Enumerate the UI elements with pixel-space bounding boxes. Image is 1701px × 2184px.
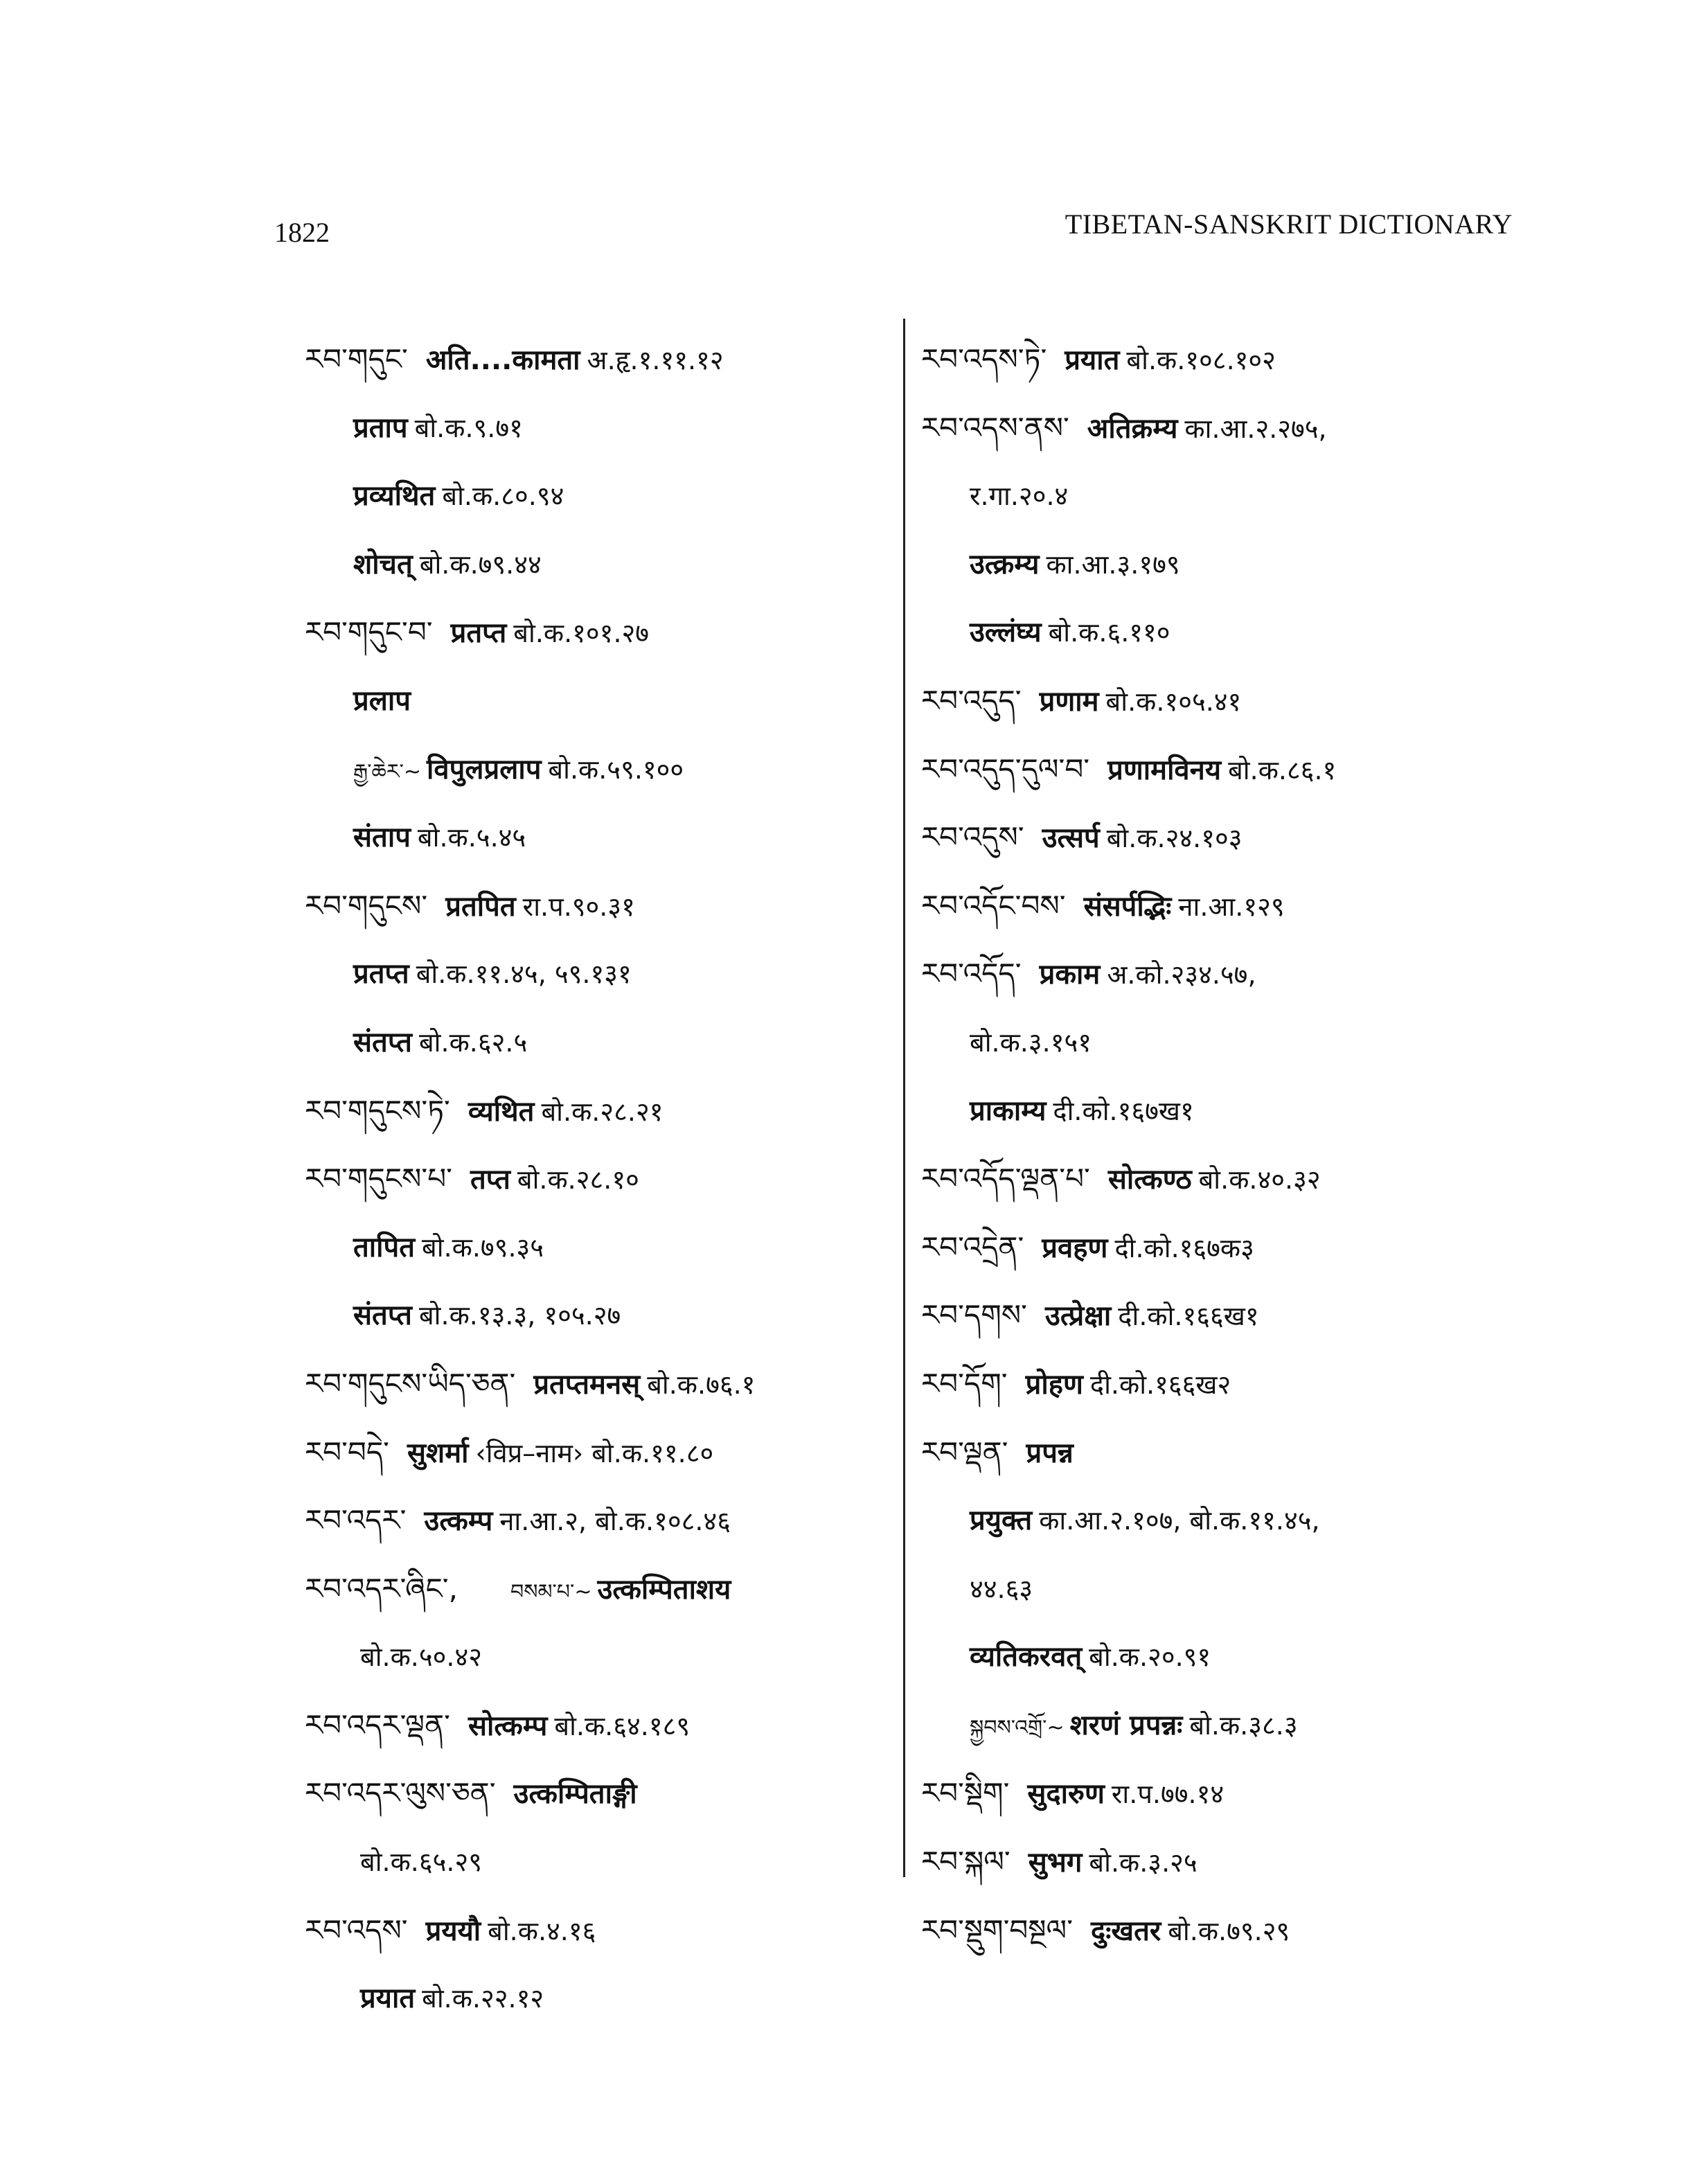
- entry-line: [305, 940, 900, 1009]
- source-reference: बो.क.७९.३५: [422, 1232, 544, 1263]
- tibetan-headword: རབ་འདས་ཏེ་: [921, 342, 1047, 376]
- entry-line: [921, 1486, 1531, 1555]
- source-reference: रा.प.७७.१४: [1111, 1779, 1224, 1810]
- sanskrit-equivalent: प्रतप्त: [450, 617, 507, 650]
- tibetan-headword: རབ་འདུད་དུལ་བ་: [921, 752, 1090, 786]
- sanskrit-equivalent: प्रतपित: [445, 890, 516, 923]
- tibetan-headword: རབ་བདེ་: [305, 1435, 389, 1469]
- source-reference: बो.क.११.४५, ५९.१३१: [416, 959, 632, 990]
- entry-line: [305, 1145, 900, 1214]
- entry-line: [305, 804, 900, 872]
- entry-line: [921, 1828, 1531, 1897]
- tibetan-headword: རབ་འདུད་: [921, 683, 1022, 718]
- sanskrit-equivalent: प्रययौ: [425, 1915, 481, 1947]
- tibetan-compound: རྒྱ་ཆེར་~: [353, 759, 422, 784]
- tibetan-headword: རབ་འདོང་བས་: [921, 888, 1066, 923]
- sanskrit-equivalent: प्रणामविनय: [1107, 754, 1222, 786]
- entry-line: [921, 1281, 1531, 1350]
- tibetan-headword: རབ་གདུངས་པ་: [305, 1162, 452, 1196]
- source-reference: बो.क.२८.१०: [517, 1164, 639, 1196]
- tibetan-headword: རབ་འདར་ཞིང་,: [305, 1571, 458, 1606]
- entry-line: [305, 1759, 900, 1828]
- sanskrit-equivalent: सुभग: [1028, 1847, 1083, 1879]
- sanskrit-equivalent: प्रपन्न: [1026, 1437, 1074, 1469]
- source-reference: र.गा.२०.४: [970, 481, 1069, 512]
- entry-line: [305, 1692, 900, 1760]
- sanskrit-equivalent: सुशर्मा: [407, 1437, 469, 1469]
- source-reference: बो.क.४.१६: [488, 1915, 596, 1946]
- source-reference: बो.क.९.७१: [414, 412, 523, 443]
- source-reference: अ.को.२३४.५७,: [1107, 959, 1256, 991]
- right-column: [921, 326, 1531, 1964]
- tibetan-compound: བསམ་པ་~: [510, 1579, 592, 1604]
- left-column: [305, 326, 900, 2033]
- entry-line: [921, 1077, 1531, 1146]
- source-reference: बो.क.४०.३२: [1198, 1164, 1321, 1196]
- sanskrit-equivalent: प्रलाप: [353, 684, 411, 717]
- entry-line: [921, 667, 1531, 736]
- running-head: TIBETAN-SANSKRIT DICTIONARY: [1065, 208, 1513, 240]
- source-reference: बो.क.७९.२९: [1168, 1915, 1290, 1946]
- sanskrit-equivalent: अति....कामता: [425, 344, 580, 376]
- tibetan-headword: རབ་འདས་ནས་: [921, 410, 1069, 445]
- tibetan-headword: རབ་གདུང་: [305, 342, 408, 376]
- source-reference: बो.क.५९.१००: [548, 754, 684, 785]
- source-reference: बो.क.७६.१: [647, 1369, 756, 1400]
- source-reference: बो.क.३.२५: [1089, 1847, 1197, 1879]
- entry-line: [921, 872, 1531, 941]
- tibetan-compound: སྐྱབས་འགྲོ་~: [970, 1715, 1065, 1740]
- entry-line: [305, 1623, 900, 1692]
- sanskrit-equivalent: व्यथित: [467, 1095, 535, 1128]
- entry-line: [921, 940, 1531, 1009]
- entry-line: [305, 326, 900, 394]
- tibetan-headword: རབ་ལྡན་: [921, 1435, 1008, 1469]
- entry-line: [305, 1419, 900, 1487]
- source-reference: बो.क.१०१.२७: [513, 618, 650, 649]
- entry-line: [305, 1555, 900, 1624]
- sanskrit-equivalent: प्रवहण: [1042, 1232, 1108, 1264]
- entry-line: [305, 1350, 900, 1419]
- sanskrit-equivalent: प्रयात: [1065, 344, 1120, 376]
- entry-line: [305, 1214, 900, 1282]
- sanskrit-equivalent: प्रतप्तमनस्: [533, 1368, 641, 1401]
- source-reference: दी.को.१६६ख१: [1118, 1301, 1259, 1332]
- tibetan-headword: རབ་སྡིག་: [921, 1776, 1010, 1811]
- page-number: 1822: [274, 217, 330, 248]
- tibetan-headword: རབ་འདྲེན་: [921, 1229, 1024, 1264]
- entry-line: [921, 394, 1531, 463]
- source-reference: का.आ.२.१०७, बो.क.११.४५,: [1039, 1505, 1320, 1536]
- source-reference: दी.को.१६७ख१: [1053, 1095, 1194, 1126]
- sanskrit-equivalent: उत्क्रम्य: [970, 548, 1040, 580]
- source-reference: बो.क.६.११०: [1048, 617, 1170, 648]
- tibetan-headword: རབ་དགས་: [921, 1298, 1027, 1333]
- sanskrit-equivalent: सुदारुण: [1027, 1778, 1105, 1811]
- sanskrit-equivalent: प्राकाम्य: [970, 1094, 1047, 1127]
- entry-line: [921, 326, 1531, 394]
- source-reference: बो.क.३८.३: [1189, 1710, 1298, 1741]
- entry-line: [921, 1759, 1531, 1828]
- tibetan-headword: རབ་འདོད་: [921, 957, 1022, 991]
- entry-line: [921, 1555, 1531, 1624]
- source-reference: बो.क.५०.४२: [360, 1642, 483, 1673]
- tibetan-headword: རབ་དོག་: [921, 1366, 1008, 1401]
- entry-line: [305, 1964, 900, 2033]
- sanskrit-equivalent: प्रताप: [353, 411, 408, 444]
- tibetan-headword: རབ་གདུང་བ་: [305, 615, 433, 650]
- sanskrit-equivalent: शरणं प्रपन्नः: [1069, 1709, 1183, 1741]
- sanskrit-equivalent: सोत्कण्ठ: [1107, 1164, 1192, 1196]
- entry-line: [305, 394, 900, 463]
- sanskrit-equivalent: संतप्त: [353, 1026, 412, 1058]
- sanskrit-equivalent: प्रणाम: [1039, 685, 1099, 718]
- source-reference: बो.क.२०.९१: [1089, 1642, 1211, 1673]
- source-reference: बो.क.६२.५: [418, 1027, 528, 1058]
- sanskrit-equivalent: दुःखतर: [1091, 1915, 1161, 1947]
- entry-line: [921, 462, 1531, 531]
- source-reference: ना.आ.१२९: [1178, 891, 1285, 922]
- tibetan-headword: རབ་གདུངས་ཏེ་: [305, 1093, 450, 1128]
- source-reference: बो.क.३.१५१: [970, 1027, 1092, 1058]
- source-reference: अ.हृ.१.११.१२: [587, 345, 724, 375]
- tibetan-headword: རབ་འདུས་: [921, 820, 1024, 855]
- tibetan-headword: རབ་འདར་: [305, 1503, 407, 1538]
- entry-line: [305, 667, 900, 736]
- tibetan-headword: རབ་འདོད་ལྡན་པ་: [921, 1162, 1090, 1196]
- source-reference: बो.क.१३.३, १०५.२७: [418, 1300, 621, 1331]
- entry-line: [921, 1350, 1531, 1419]
- tibetan-headword: རབ་སྐལ་: [921, 1845, 1010, 1879]
- sanskrit-equivalent: उत्कम्पिताशय: [597, 1573, 731, 1606]
- sanskrit-equivalent: प्रकाम: [1039, 959, 1101, 991]
- entry-line: [305, 1077, 900, 1146]
- entry-line: [305, 1281, 900, 1350]
- sanskrit-equivalent: विपुलप्रलाप: [427, 753, 542, 785]
- sanskrit-equivalent: अतिक्रम्य: [1087, 412, 1178, 445]
- sanskrit-equivalent: संसर्पद्भिः: [1083, 890, 1172, 923]
- source-reference: बो.क.२२.१२: [422, 1983, 544, 2014]
- source-reference: दी.को.१६६ख२: [1089, 1369, 1231, 1400]
- entry-line: [305, 736, 900, 804]
- entry-line: [305, 1009, 900, 1077]
- source-reference: रा.प.९०.३१: [522, 891, 635, 922]
- sanskrit-equivalent: उत्सर्प: [1042, 822, 1100, 855]
- sanskrit-equivalent: उल्लंघ्य: [970, 616, 1042, 649]
- source-reference: ‹विप्र–नाम› बो.क.११.८०: [475, 1437, 714, 1468]
- entry-line: [921, 1214, 1531, 1282]
- source-reference: बो.क.२४.१०३: [1106, 823, 1243, 854]
- entry-line: [305, 1828, 900, 1897]
- entry-line: [921, 736, 1531, 804]
- source-reference: बो.क.८६.१: [1228, 754, 1337, 785]
- source-reference: ना.आ.२, बो.क.१०८.४६: [499, 1506, 731, 1537]
- sanskrit-equivalent: प्रयात: [360, 1982, 416, 2015]
- tibetan-headword: རབ་སྡུག་བསྔལ་: [921, 1912, 1074, 1947]
- sanskrit-equivalent: प्रयुक्त: [970, 1504, 1033, 1537]
- sanskrit-equivalent: व्यतिकरवत्: [970, 1641, 1083, 1673]
- sanskrit-equivalent: प्रतप्त: [353, 958, 409, 991]
- source-reference: बो.क.५.४५: [417, 822, 526, 853]
- source-reference: का.आ.२.२७५,: [1184, 413, 1327, 444]
- sanskrit-equivalent: शोचत्: [353, 548, 413, 580]
- entry-line: [921, 804, 1531, 872]
- tibetan-headword: རབ་འདས་: [305, 1912, 408, 1947]
- entry-line: [921, 1623, 1531, 1692]
- sanskrit-equivalent: संताप: [353, 822, 411, 854]
- source-reference: बो.क.६४.१८९: [554, 1710, 691, 1741]
- sanskrit-equivalent: उत्प्रेक्षा: [1044, 1300, 1112, 1333]
- entry-line: [305, 1486, 900, 1555]
- entry-line: [305, 462, 900, 531]
- sanskrit-equivalent: उत्कम्पिताङ्गी: [513, 1778, 637, 1811]
- sanskrit-equivalent: तप्त: [470, 1164, 510, 1196]
- entry-line: [305, 1897, 900, 1965]
- sanskrit-equivalent: प्रोहण: [1025, 1368, 1083, 1401]
- source-reference: बो.क.७९.४४: [419, 549, 542, 580]
- entry-line: [921, 1009, 1531, 1077]
- sanskrit-equivalent: उत्कम्प: [424, 1505, 493, 1538]
- entry-line: [921, 1692, 1531, 1760]
- sanskrit-equivalent: प्रव्यथित: [353, 480, 436, 513]
- source-reference: ४४.६३: [970, 1573, 1033, 1604]
- entry-line: [921, 598, 1531, 667]
- source-reference: का.आ.३.१७९: [1046, 549, 1180, 580]
- sanskrit-equivalent: संतप्त: [353, 1299, 412, 1332]
- tibetan-headword: རབ་འདར་ལྡན་: [305, 1707, 450, 1742]
- sanskrit-equivalent: तापित: [353, 1231, 416, 1263]
- entry-line: [921, 1897, 1531, 1965]
- tibetan-headword: རབ་གདུངས་ཡིད་ཅན་: [305, 1366, 516, 1401]
- source-reference: दी.को.१६७क३: [1114, 1232, 1254, 1263]
- entry-line: [305, 872, 900, 941]
- entry-line: [921, 531, 1531, 599]
- entry-line: [305, 531, 900, 599]
- entry-line: [921, 1145, 1531, 1214]
- source-reference: बो.क.१०५.४१: [1105, 686, 1242, 717]
- source-reference: बो.क.२८.२१: [541, 1096, 664, 1127]
- tibetan-headword: རབ་འདར་ལུས་ཅན་: [305, 1776, 496, 1811]
- column-divider: [903, 319, 905, 1877]
- source-reference: बो.क.६५.२९: [360, 1847, 483, 1878]
- sanskrit-equivalent: सोत्कम्प: [467, 1710, 548, 1742]
- entry-line: [305, 598, 900, 667]
- source-reference: बो.क.१०८.१०२: [1126, 345, 1276, 375]
- entry-line: [921, 1419, 1531, 1487]
- source-reference: बो.क.८०.९४: [442, 481, 564, 512]
- tibetan-headword: རབ་གདུངས་: [305, 888, 428, 923]
